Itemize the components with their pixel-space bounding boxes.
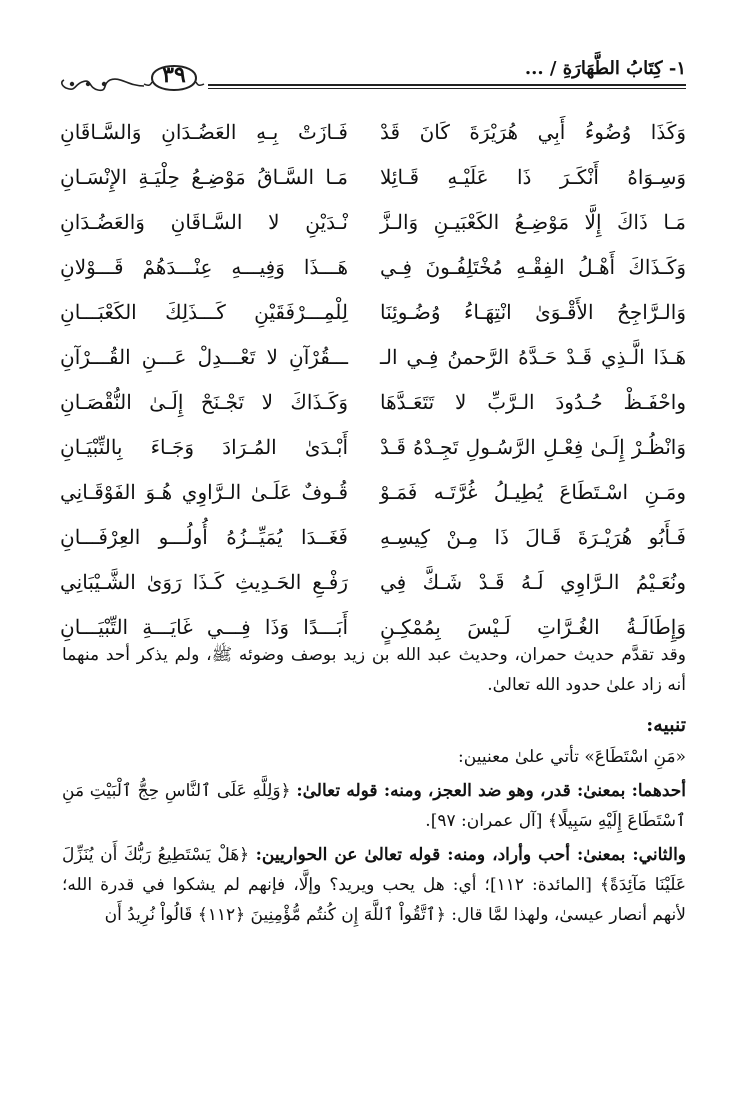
verse-second-hemistich: نْـدَيْنِ لا السَّـاقَانِ وَالعَضُـدَانِ (60, 210, 348, 234)
verse-second-hemistich: وَكَـذَاكَ لا تَجْـنَحْ إِلَـىٰ النُّقْصَـانِ (60, 390, 348, 414)
poem-verse (60, 115, 686, 160)
verse-first-hemistich: وَسِـوَاهُ أَنْكَـرَ ذَا عَلَيْـهِ قَـائِلا (380, 165, 686, 189)
header-rule-thin (208, 88, 686, 89)
paragraph-3-lead: أحدهما: بمعنىٰ: قدر، وهو ضد العجز، ومنه: قوله تعالىٰ: (296, 781, 686, 801)
poem-verse (60, 430, 686, 475)
paragraph-2: «مَنِ اسْتَطَاعَ» تأتي علىٰ معنيين: (458, 747, 686, 767)
verse-first-hemistich: وَكَذَا وُضُوءُ أَبِي هُرَيْرَةَ كَانَ قَدْ (380, 120, 686, 144)
page-header (58, 52, 686, 102)
paragraph-1: وقد تقدَّم حديث حمران، وحديث عبد الله بن زيد بوصف وضوئه ﷺ، ولم يذكر أحد منهما أنه زاد علىٰ حدود الله تعالىٰ. (62, 645, 686, 695)
paragraph-4-lead: والثاني: بمعنىٰ: أحب وأراد، ومنه: قوله تعالىٰ عن الحواريين: (255, 845, 686, 865)
verse-first-hemistich: ومَـنِ اسْـتَطَاعَ يُطِيـلُ غُرَّتَـه فَمَـوْ (380, 480, 686, 504)
verse-second-hemistich: رَفْـعِ الحَـدِيثِ كَـذَا رَوَىٰ الشَّـيْبَانِي (60, 570, 348, 594)
paragraph-4 (62, 840, 686, 930)
poem-verse (60, 385, 686, 430)
ornament-icon (58, 66, 146, 96)
header-rule (208, 84, 686, 86)
poem-verse (60, 250, 686, 295)
paragraph-4-text: [المائدة: ١١٢]؛ أي: هل يحب ويريد؟ وإلَّا، فإنهم لم يشكوا في قدرة الله؛ لأنهم أنصار عيسىٰ، ولهذا لمَّا قال: (62, 875, 686, 925)
verse-first-hemistich: وَكَـذَاكَ أَهْـلُ الفِقْـهِ مُخْتَلِفُـونَ فِـي (380, 255, 686, 279)
verse-first-hemistich: واحْفَـظْ حُـدُودَ الـرَّبِّ لا تَتَعَـدَّهَا (380, 390, 686, 414)
quran-quote: ﴿ٱتَّقُواْ ٱللَّهَ إِن كُنتُم مُّؤْمِنِينَ ﴿١١٢﴾ قَالُواْ نُرِيدُ أَن (104, 905, 446, 925)
verse-second-hemistich: قُـوفٌ عَلَـىٰ الـرَّاوِي هُـوَ الفَوْقَـانِي (60, 480, 348, 504)
verse-second-hemistich: فَغَــدَا يُمَيِّــزُهُ أُولُـــو العِرْفَـــانِ (60, 525, 348, 549)
poem-verse (60, 295, 686, 340)
verse-first-hemistich: وَالـرَّاجِحُ الأَقْـوَىٰ انْتِهَـاءُ وُضُـوئِنَا (380, 300, 686, 324)
prose-body (62, 640, 686, 934)
verse-second-hemistich: مَـا السَّـاقُ مَوْضِـعُ حِلْيَـةِ الإِنْسَـانِ (60, 165, 348, 189)
verse-second-hemistich: أَبَـــدًا وَذَا فِـــي غَايَـــةِ التِّبْيَـــانِ (60, 615, 348, 639)
verse-second-hemistich: ـــقُرْآنِ لا تَعْـــدِلْ عَـــنِ القُـــرْآنِ (60, 345, 348, 369)
poem-verse (60, 565, 686, 610)
verse-second-hemistich: هَـــذَا وَفِيـــهِ عِنْـــدَهُمْ قَـــوْلانِ (60, 255, 348, 279)
page-number-badge (142, 56, 206, 100)
quran-quote: ﴿هَلْ يَسْتَطِيعُ رَبُّكَ أَن يُنَزِّلَ عَلَيْنَا مَآئِدَةً﴾ (62, 845, 686, 895)
verse-second-hemistich: فَـازَتْ بِـهِ العَضُـدَانِ وَالسَّـاقَانِ (60, 120, 348, 144)
verse-second-hemistich: أَبْـدَىٰ المُـرَادَ وَجَـاءَ بِالتِّبْيَـانِ (60, 435, 348, 459)
paragraph-3 (62, 776, 686, 836)
poem-verse (60, 205, 686, 250)
verse-first-hemistich: وَانْظُـرْ إِلَـىٰ فِعْـلِ الرَّسُـولِ تَجِـدْهُ قَـدْ (380, 435, 686, 459)
page-number: ٣٩ (162, 62, 186, 88)
verse-second-hemistich: لِلْمِـــرْفَقَيْنِ كَـــذَلِكَ الكَعْبَـــانِ (60, 300, 348, 324)
verse-first-hemistich: هَـذَا الَّـذِي قَـدْ حَـدَّهُ الرَّحمنُ فِـي الـ (380, 345, 686, 369)
verse-first-hemistich: مَـا ذَاكَ إِلَّا مَوْضِـعُ الكَعْبَيـنِ وَالـزَّ (380, 210, 686, 234)
verse-first-hemistich: فَـأَبُو هُرَيْـرَةَ قَـالَ ذَا مِـنْ كِيسِـهِ (380, 525, 686, 549)
verse-reference: [آل عمران: ٩٧]. (425, 811, 543, 831)
poem-verse (60, 160, 686, 205)
poem-verse (60, 475, 686, 520)
poem-verse (60, 520, 686, 565)
running-title: ١- كِتَابُ الطَّهَارَةِ / ... (524, 58, 686, 79)
poem (60, 115, 686, 655)
section-heading: تنبيه: (646, 714, 686, 736)
verse-first-hemistich: ونُعَـيْمُ الـرَّاوِي لَـهُ قَـدْ شَـكَّ فِي (380, 570, 686, 594)
quran-quote: ﴿وَلِلَّهِ عَلَى ٱلنَّاسِ حِجُّ ٱلْبَيْتِ مَنِ ٱسْتَطَاعَ إِلَيْهِ سَبِيلًا﴾ (62, 781, 686, 831)
poem-verse (60, 340, 686, 385)
verse-first-hemistich: وَإِطَالَـةُ الغُـرَّاتِ لَـيْسَ بِمُمْكِـنٍ (380, 615, 686, 639)
